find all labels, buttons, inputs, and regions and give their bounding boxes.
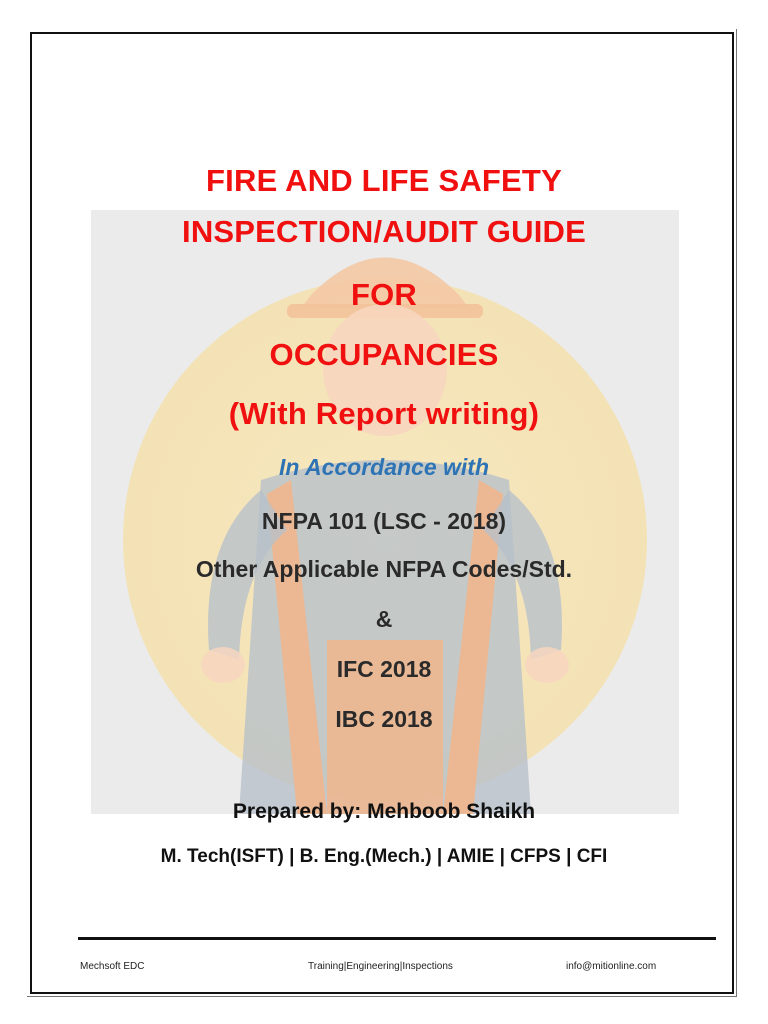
title-line-4: OCCUPANCIES: [269, 337, 499, 372]
title-line-5: (With Report writing): [228, 396, 540, 431]
standard-ibc: IBC 2018: [335, 706, 433, 732]
footer-divider: [78, 937, 716, 940]
author-credentials: M. Tech(ISFT) | B. Eng.(Mech.) | AMIE | CFPS | CFI: [160, 846, 608, 867]
prepared-by: Prepared by: Mehboob Shaikh: [232, 800, 536, 823]
footer-email: info@mitionline.com: [566, 961, 657, 972]
title-line-1: FIRE AND LIFE SAFETY: [206, 163, 562, 198]
standard-nfpa101: NFPA 101 (LSC - 2018): [261, 508, 507, 534]
footer-company: Mechsoft EDC: [80, 961, 145, 972]
title-line-2: INSPECTION/AUDIT GUIDE: [182, 214, 586, 249]
standard-other-nfpa: Other Applicable NFPA Codes/Std.: [195, 556, 573, 582]
standard-ampersand: &: [375, 606, 393, 632]
standard-ifc: IFC 2018: [336, 656, 432, 682]
accordance-subtitle: In Accordance with: [278, 454, 490, 480]
footer-services: Training|Engineering|Inspections: [308, 961, 453, 972]
title-line-3: FOR: [350, 277, 418, 312]
